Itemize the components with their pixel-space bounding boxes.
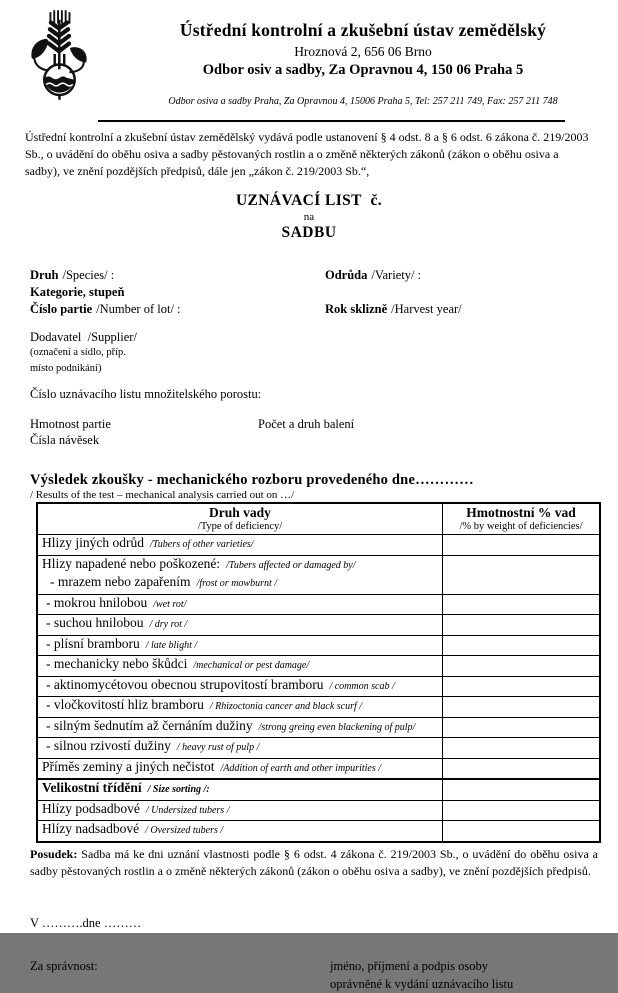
row-label-en: /Tubers of other varieties/ bbox=[149, 539, 254, 550]
field-dodavatel-label: Dodavatel /Supplier/ bbox=[30, 330, 137, 344]
row-label-cz: - silnou rzivostí dužiny bbox=[46, 738, 171, 753]
signature-block bbox=[330, 957, 513, 993]
row-label-en: /strong greing even blackening of pulp/ bbox=[258, 721, 416, 733]
posudek-label: Posudek: bbox=[30, 846, 78, 861]
deficiency-value-cell bbox=[443, 595, 599, 615]
organization-name: Ústřední kontrolní a zkušební ústav zemědělský bbox=[179, 20, 547, 40]
field-dodavatel bbox=[30, 329, 618, 377]
field-cislo-uznavaciho-listu: Číslo uznávacího listu množitelského porostu: bbox=[30, 387, 262, 401]
deficiency-value-cell bbox=[443, 801, 599, 821]
deficiency-value-cell bbox=[443, 556, 599, 594]
address-line-brno: Hroznová 2, 656 06 Brno bbox=[294, 44, 432, 59]
row-label-cz: Příměs zeminy a jiných nečistot bbox=[42, 758, 215, 774]
table-row bbox=[38, 737, 599, 758]
logo-box bbox=[0, 8, 118, 107]
row-label-en: /mechanical or pest damage/ bbox=[193, 660, 310, 671]
field-row-druh-odruda bbox=[30, 267, 618, 284]
document-header bbox=[0, 0, 618, 107]
deficiency-value-cell bbox=[443, 656, 599, 676]
row-label-en: /Addition of earth and other impurities / bbox=[220, 762, 382, 774]
deficiency-value-cell bbox=[443, 697, 599, 717]
deficiency-value-cell bbox=[443, 821, 599, 841]
deficiency-value-cell bbox=[443, 636, 599, 656]
field-rok-sklizne-label: Rok sklizně bbox=[325, 302, 388, 316]
results-heading-cz: Výsledek zkoušky - mechanického rozboru provedeného dne………… bbox=[30, 472, 474, 488]
field-row-hmotnost-baleni bbox=[30, 416, 618, 432]
title-block bbox=[0, 192, 618, 242]
row-label-en: / Oversized tubers / bbox=[145, 825, 224, 836]
row-label-cz: Hlizy jiných odrůd bbox=[42, 535, 144, 550]
row-label-en: / common scab / bbox=[329, 680, 395, 692]
table-header-row bbox=[38, 504, 599, 534]
column-header-druh-vady-cz: Druh vady bbox=[209, 505, 271, 520]
dodavatel-note-2: místo podnikání) bbox=[30, 363, 102, 374]
deficiency-value-cell bbox=[443, 780, 599, 800]
row-label-en: /frost or mowburnt / bbox=[196, 578, 278, 589]
deficiency-value-cell bbox=[443, 718, 599, 738]
row-label-en: / heavy rust of pulp / bbox=[176, 742, 260, 753]
header-text-block bbox=[118, 8, 618, 107]
deficiency-value-cell bbox=[443, 738, 599, 758]
row-label-cz: - vločkovitostí hliz bramboru bbox=[46, 697, 204, 712]
field-rok-sklizne bbox=[325, 301, 462, 318]
header-divider bbox=[98, 120, 565, 122]
posudek-paragraph bbox=[30, 846, 598, 880]
field-cislo-partie-label: Číslo partie bbox=[30, 302, 93, 316]
row-label-en: /Tubers affected or damaged by/ bbox=[226, 559, 356, 571]
document-title-na: na bbox=[303, 211, 315, 223]
field-odruda-label: Odrůda bbox=[325, 268, 368, 282]
row-label-cz: Hlízy nadsadbové bbox=[42, 821, 140, 836]
table-row-velikostni-trideni bbox=[38, 778, 599, 800]
row-label-cz: - mechanicky nebo škůdci bbox=[46, 656, 188, 671]
table-row bbox=[38, 655, 599, 676]
field-kategorie-label: Kategorie, stupeň bbox=[30, 285, 125, 299]
field-druh bbox=[30, 267, 325, 284]
contact-line: Odbor osiva a sadby Praha, Za Opravnou 4, 15006 Praha 5, Tel: 257 211 749, Fax: 257 211 748 bbox=[168, 96, 558, 107]
table-row bbox=[38, 758, 599, 779]
fields-section bbox=[30, 267, 618, 448]
results-heading bbox=[30, 472, 618, 501]
table-row bbox=[38, 635, 599, 656]
results-heading-en: / Results of the test – mechanical analysis carried out on …/ bbox=[30, 489, 295, 501]
intro-paragraph: Ústřední kontrolní a zkušební ústav zemědělský vydává podle ustanovení § 4 odst. 8 a § 6 odst. 6 zákona č. 219/2003 Sb., o uvádění do oběhu osiva a sadby pěstovaných rostlin a o změně některých zákonů (zákon o oběhu osiva a sadby), ve znění pozdějších předpisů, dále jen „zákon č. 219/2003 Sb.“, bbox=[25, 130, 589, 178]
row-label-cz: - mokrou hnilobou bbox=[46, 594, 148, 610]
row-label-en: /wet rot/ bbox=[153, 598, 187, 610]
column-header-hmotnostni-vad bbox=[443, 504, 599, 534]
column-header-hmotnostni-vad-en: /% by weight of deficiencies/ bbox=[459, 521, 583, 532]
table-row bbox=[38, 696, 599, 717]
table-row bbox=[38, 676, 599, 697]
field-pocet-druh-baleni: Počet a druh balení bbox=[258, 417, 355, 431]
signature-row bbox=[30, 957, 618, 993]
field-cisla-navesek: Čísla návěsek bbox=[30, 433, 100, 447]
dodavatel-note-1: (označení a sídlo, příp. bbox=[30, 347, 126, 358]
deficiency-value-cell bbox=[443, 535, 599, 555]
row-label-cz: Hlízy podsadbové bbox=[42, 800, 140, 816]
deficiency-table bbox=[36, 502, 601, 843]
document-title-subject: SADBU bbox=[281, 224, 337, 241]
ukzuz-emblem-icon bbox=[19, 10, 99, 107]
address-line-praha: Odbor osiv a sadby, Za Opravnou 4, 150 06 Praha 5 bbox=[202, 62, 524, 78]
field-odruda bbox=[325, 267, 421, 284]
deficiency-value-cell bbox=[443, 615, 599, 635]
row-label-en: / Undersized tubers / bbox=[145, 804, 230, 816]
row-label-cz: Velikostní třídění bbox=[42, 780, 142, 795]
table-row bbox=[38, 555, 599, 594]
signature-line-2: oprávněné k vydání uznávacího listu bbox=[330, 976, 514, 991]
table-row bbox=[38, 534, 599, 555]
row-label-cz: - plísní bramboru bbox=[46, 635, 140, 651]
za-spravnost-label: Za správnost: bbox=[30, 958, 98, 973]
table-row bbox=[38, 614, 599, 635]
posudek-text: Sadba má ke dni uznání vlastnosti podle § 6 odst. 4 zákona č. 219/2003 Sb., o uvádění do oběhu osiva a sadby pěstovaných rostlin a o změně některých zákonů (zákon o oběhu osiva a sadby), ve znění pozdějších předpisů. bbox=[30, 846, 599, 878]
row-label-en: / late blight / bbox=[145, 639, 198, 651]
row-label-en: / Size sorting /: bbox=[147, 784, 210, 795]
place-date-line: V ……….dne ……… bbox=[30, 915, 142, 930]
row-label-cz: - silným šednutím až černáním dužiny bbox=[46, 717, 253, 733]
row-label-en: / dry rot / bbox=[149, 619, 188, 630]
field-druh-label: Druh bbox=[30, 268, 59, 282]
row-label-cz: - aktinomycétovou obecnou strupovitostí bramboru bbox=[46, 676, 324, 692]
table-row bbox=[38, 820, 599, 841]
deficiency-value-cell bbox=[443, 759, 599, 779]
signature-line-1: jméno, příjmení a podpis osoby bbox=[330, 958, 488, 973]
field-cislo-partie-en: /Number of lot/ : bbox=[96, 302, 181, 316]
field-cislo-partie bbox=[30, 301, 325, 318]
table-row bbox=[38, 717, 599, 738]
row-label-cz: Hlizy napadené nebo poškozené: bbox=[42, 555, 221, 571]
column-header-druh-vady-en: /Type of deficiency/ bbox=[197, 521, 283, 532]
field-odruda-en: /Variety/ : bbox=[371, 268, 422, 282]
field-hmotnost-partie: Hmotnost partie bbox=[30, 417, 111, 431]
column-header-hmotnostni-vad-cz: Hmotnostní % vad bbox=[466, 505, 576, 520]
field-rok-sklizne-en: /Harvest year/ bbox=[391, 302, 462, 316]
row-label-cz: - suchou hnilobou bbox=[46, 615, 144, 630]
deficiency-value-cell bbox=[443, 677, 599, 697]
document-title: UZNÁVACÍ LIST č. bbox=[235, 192, 383, 209]
row-label-cz: - mrazem nebo zapařením bbox=[50, 574, 191, 589]
table-row bbox=[38, 800, 599, 821]
column-header-druh-vady bbox=[38, 504, 443, 534]
table-row bbox=[38, 594, 599, 615]
row-label-en: / Rhizoctonia cancer and black scurf / bbox=[209, 701, 363, 712]
field-row-kategorie bbox=[30, 284, 618, 301]
field-druh-en: /Species/ : bbox=[62, 268, 115, 282]
field-row-partie-rok bbox=[30, 301, 618, 318]
